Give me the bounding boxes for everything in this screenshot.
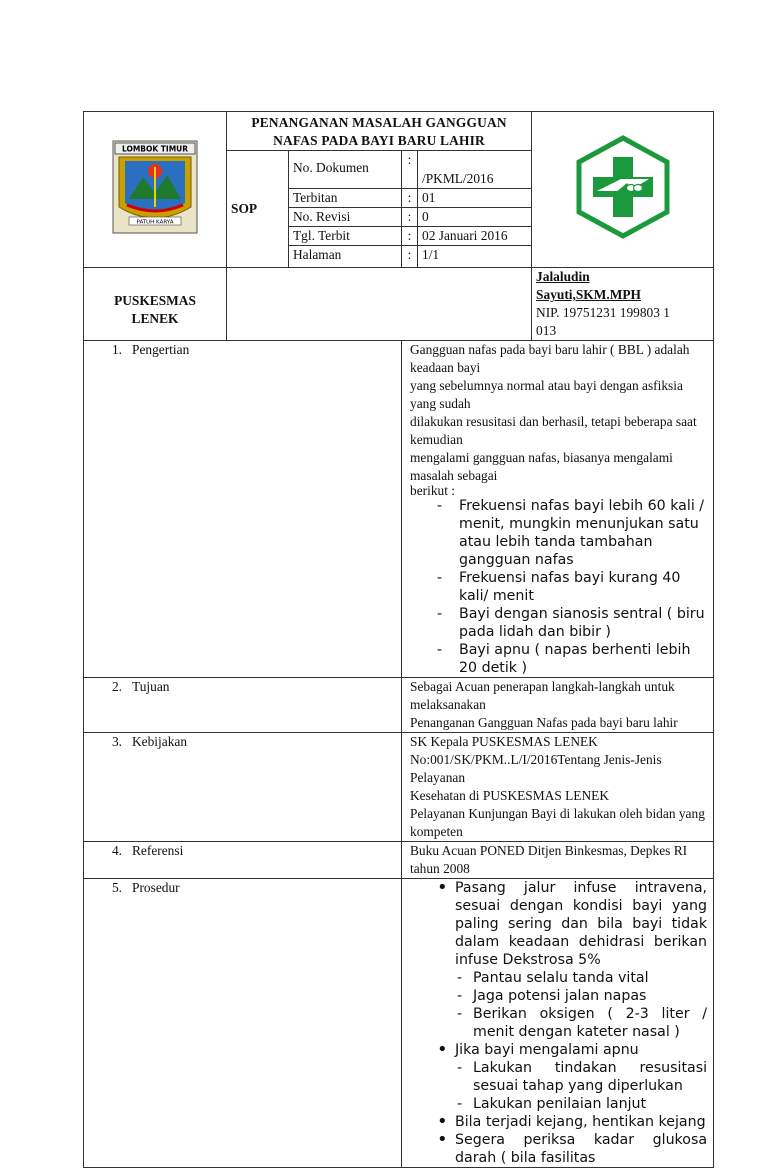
- section-label: Referensi: [132, 843, 184, 858]
- document-title: [227, 112, 532, 151]
- field-colon: :: [402, 246, 418, 268]
- tujuan-line: Penanganan Gangguan Nafas pada bayi baru lahir: [410, 715, 678, 730]
- section-label: Prosedur: [132, 880, 180, 895]
- logo-caption: LOMBOK TIMUR: [121, 144, 189, 154]
- sop-label: SOP: [227, 151, 289, 268]
- field-colon: :: [402, 151, 418, 189]
- pengertian-line: dilakukan resusitasi dan berhasil, tetapi beberapa saat kemudian: [410, 414, 697, 447]
- section-label: Tujuan: [132, 679, 170, 694]
- prosedur-list: [410, 879, 707, 1167]
- field-value-no-revisi: 0: [418, 208, 532, 227]
- signer-name-line-2: Sayuti,SKM.MPH: [536, 287, 641, 302]
- field-value-halaman: 1/1: [418, 246, 532, 268]
- org-blank-cell: [227, 268, 532, 341]
- section-prosedur: [84, 879, 714, 1168]
- section-number: 2.: [111, 679, 122, 694]
- section-number: 5.: [111, 880, 122, 895]
- pengertian-line: mengalami gangguan nafas, biasanya mengalami masalah sebagai: [410, 450, 673, 483]
- section-content: [402, 842, 714, 879]
- field-value-tgl-terbit: 02 Januari 2016: [418, 227, 532, 246]
- org-line-1: PUSKESMAS: [114, 293, 196, 308]
- field-colon: :: [402, 227, 418, 246]
- title-line-1: PENANGANAN MASALAH GANGGUAN: [251, 115, 507, 130]
- sub-list-item: - Berikan oksigen ( 2-3 liter / menit dengan kateter nasal ): [455, 1005, 707, 1041]
- kebijakan-line: Kesehatan di PUSKESMAS LENEK: [410, 788, 609, 803]
- prosedur-step: • Segera periksa kadar glukosa darah ( bila fasilitas: [455, 1132, 708, 1166]
- field-colon: :: [402, 189, 418, 208]
- signer-nip-line-1: NIP. 19751231 199803 1: [536, 305, 670, 320]
- sub-list-item: - Pantau selalu tanda vital: [455, 969, 707, 987]
- pengertian-list: [410, 497, 709, 677]
- sub-list: [455, 969, 707, 1041]
- list-item: - Frekuensi nafas bayi kurang 40 kali/ menit: [437, 569, 709, 605]
- logo-puskesmas-cell: [532, 112, 714, 268]
- field-label-no-dokumen: No. Dokumen: [289, 151, 402, 189]
- section-number: 4.: [111, 843, 122, 858]
- section-content: [402, 733, 714, 842]
- list-item: [437, 1113, 707, 1131]
- section-tujuan: [84, 678, 714, 733]
- sub-list-item: - Lakukan penilaian lanjut: [455, 1095, 707, 1113]
- pengertian-line: Gangguan nafas pada bayi baru lahir ( BBL ) adalah keadaan bayi: [410, 342, 690, 375]
- sub-list-item: - Jaga potensi jalan napas: [455, 987, 707, 1005]
- puskesmas-emblem-icon: [575, 135, 671, 239]
- sub-list-item: - Lakukan tindakan resusitasi sesuai tahap yang diperlukan: [455, 1059, 707, 1095]
- section-label-cell: [84, 678, 402, 733]
- list-item: - Frekuensi nafas bayi lebih 60 kali / menit, mungkin menunjukan satu atau lebih tanda tambahan gangguan nafas: [437, 497, 709, 569]
- field-value-terbitan: 01: [418, 189, 532, 208]
- kebijakan-line: No:001/SK/PKM..L/I/2016Tentang Jenis-Jenis Pelayanan: [410, 752, 662, 785]
- field-label-halaman: Halaman: [289, 246, 402, 268]
- kebijakan-line: SK Kepala PUSKESMAS LENEK: [410, 734, 598, 749]
- tujuan-line: Sebagai Acuan penerapan langkah-langkah untuk melaksanakan: [410, 679, 675, 712]
- section-number: 1.: [111, 342, 122, 357]
- title-line-2: NAFAS PADA BAYI BARU LAHIR: [273, 133, 485, 148]
- section-label: Kebijakan: [132, 734, 188, 749]
- list-item: [437, 1131, 707, 1167]
- field-colon: :: [402, 208, 418, 227]
- section-label-cell: [84, 341, 402, 678]
- referensi-text: Buku Acuan PONED Ditjen Binkesmas, Depkes RI tahun 2008: [410, 843, 688, 876]
- field-label-terbitan: Terbitan: [289, 189, 402, 208]
- section-content: [402, 678, 714, 733]
- signer-name-line-1: Jalaludin: [536, 269, 590, 284]
- kebijakan-line: Pelayanan Kunjungan Bayi di lakukan oleh bidan yang kompeten: [410, 806, 705, 839]
- section-number: 3.: [111, 734, 122, 749]
- signer-nip-line-2: 013: [536, 323, 557, 338]
- list-item: - Bayi dengan sianosis sentral ( biru pada lidah dan bibir ): [437, 605, 709, 641]
- list-item: [437, 1041, 707, 1113]
- org-line-2: LENEK: [131, 311, 179, 326]
- org-name: [84, 268, 227, 341]
- pengertian-line: yang sebelumnya normal atau bayi dengan asfiksia yang sudah: [410, 378, 683, 411]
- prosedur-step: • Bila terjadi kejang, hentikan kejang: [455, 1114, 706, 1130]
- section-label-cell: [84, 733, 402, 842]
- logo-motto: PATUH KARYA: [136, 219, 174, 226]
- lombok-timur-emblem-icon: [109, 137, 201, 237]
- prosedur-step: • Pasang jalur infuse intravena, sesuai dengan kondisi bayi yang paling sering dan bila bayi tidak dalam keadaan dehidrasi berikan infuse Dekstrosa 5%: [455, 880, 708, 968]
- logo-lombok-timur-cell: [84, 112, 227, 268]
- sub-list: [455, 1059, 707, 1113]
- section-label-cell: [84, 879, 402, 1168]
- list-item: - Bayi apnu ( napas berhenti lebih 20 detik ): [437, 641, 709, 677]
- field-value-no-dokumen: /PKML/2016: [418, 151, 532, 189]
- signer-block: [532, 268, 714, 341]
- section-kebijakan: [84, 733, 714, 842]
- section-content: [402, 341, 714, 678]
- section-label-cell: [84, 842, 402, 879]
- section-label: Pengertian: [132, 342, 190, 357]
- section-pengertian: [84, 341, 714, 678]
- sop-table: [83, 111, 714, 1168]
- field-label-tgl-terbit: Tgl. Terbit: [289, 227, 402, 246]
- list-item: [437, 879, 707, 1041]
- field-label-no-revisi: No. Revisi: [289, 208, 402, 227]
- section-referensi: [84, 842, 714, 879]
- prosedur-step: • Jika bayi mengalami apnu: [455, 1042, 639, 1058]
- section-content: [402, 879, 714, 1168]
- pengertian-line: berikut :: [410, 483, 455, 498]
